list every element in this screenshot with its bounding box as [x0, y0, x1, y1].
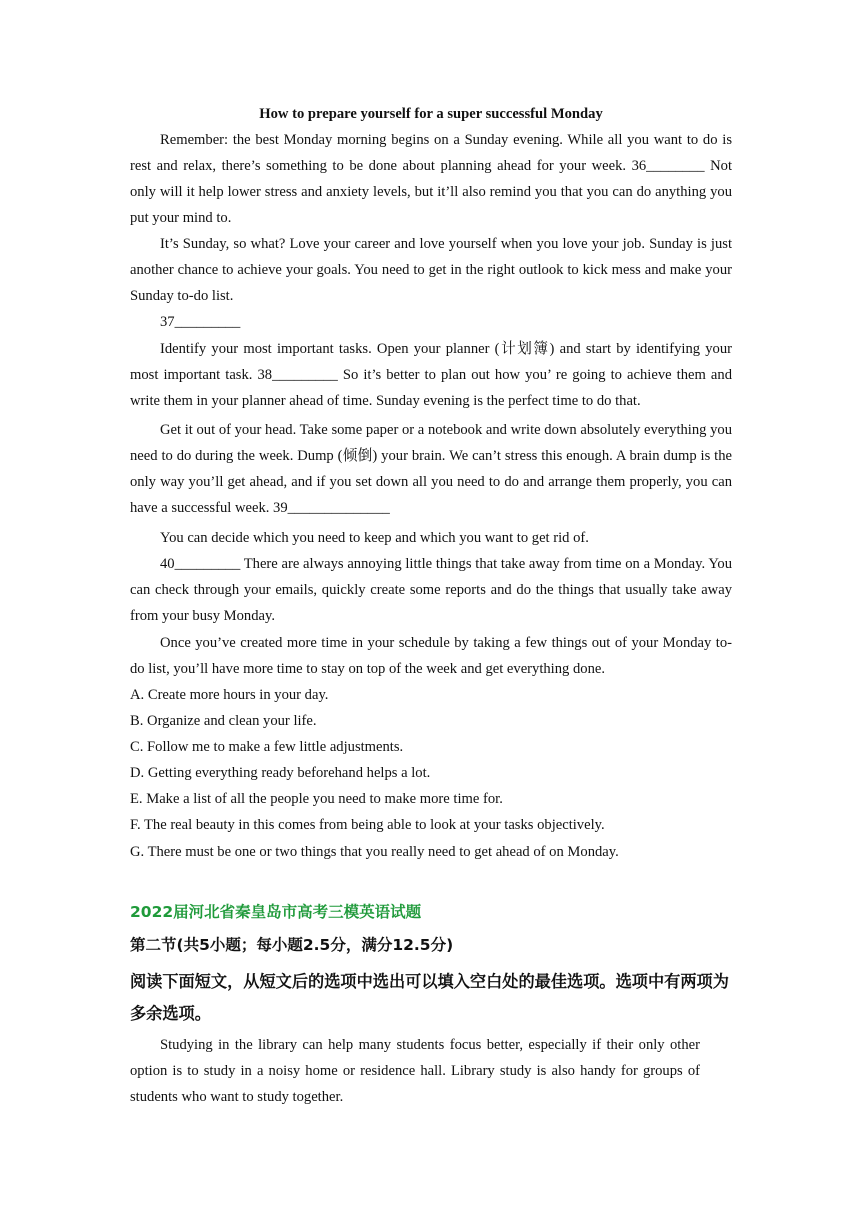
option-c: C. Follow me to make a few little adjustments. [130, 739, 404, 755]
paragraph-2: It’s Sunday, so what? Love your career and love yourself when you love your job. Sunday is just another chance to achieve your goals. You need to get in the right outlook to kick mess and make your Sunday to-do list. [130, 236, 732, 304]
blank-37: 37_________ [160, 314, 241, 330]
instruction-text: 阅读下面短文，从短文后的选项中选出可以填入空白处的最佳选项。选项中有两项为多余选项。 [130, 972, 729, 1023]
option-a: A. Create more hours in your day. [130, 687, 329, 703]
article-title: How to prepare yourself for a super successful Monday [259, 106, 603, 122]
option-b: B. Organize and clean your life. [130, 713, 317, 729]
paragraph-6: 40_________ There are always annoying little things that take away from time on a Monday. You can check through your emails, quickly create some reports and do the things that usually take away from your busy Monday. [130, 556, 732, 624]
option-d: D. Getting everything ready beforehand helps a lot. [130, 765, 431, 781]
paragraph-3: Identify your most important tasks. Open your planner (计划簿) and start by identifying your most important task. 38_________ So it’s better to plan out how you’ re going to achieve them and write them in your planner ahead of time. Sunday evening is the perfect time to do that. [130, 341, 732, 409]
exam-title: 2022届河北省秦皇岛市高考三模英语试题 [130, 903, 422, 921]
passage-first-paragraph: Studying in the library can help many students focus better, especially if their only other option is to study in a noisy home or residence hall. Library study is also handy for groups of students who want to study together. [130, 1037, 700, 1105]
part-title: 第二节(共5小题；每小题2.5分，满分12.5分) [130, 936, 454, 954]
paragraph-5: You can decide which you need to keep and which you want to get rid of. [160, 530, 589, 546]
paragraph-4: Get it out of your head. Take some paper or a notebook and write down absolutely everything you need to do during the week. Dump (倾倒) your brain. We can’t stress this enough. A brain dump is the only way you’ll get ahead, and if you set down all you need to do and arrange them properly, you can have a successful week. 39______________ [130, 422, 732, 516]
option-e: E. Make a list of all the people you need to make more time for. [130, 791, 503, 807]
paragraph-1: Remember: the best Monday morning begins on a Sunday evening. While all you want to do is rest and relax, there’s something to be done about planning ahead for your week. 36________ Not only will it help lower stress and anxiety levels, but it’ll also remind you that you can do anything you put your mind to. [130, 132, 732, 226]
paragraph-7: Once you’ve created more time in your schedule by taking a few things out of your Monday to-do list, you’ll have more time to stay on top of the week and get everything done. [130, 635, 732, 677]
option-f: F. The real beauty in this comes from being able to look at your tasks objectively. [130, 817, 605, 833]
option-g: G. There must be one or two things that you really need to get ahead of on Monday. [130, 844, 619, 860]
